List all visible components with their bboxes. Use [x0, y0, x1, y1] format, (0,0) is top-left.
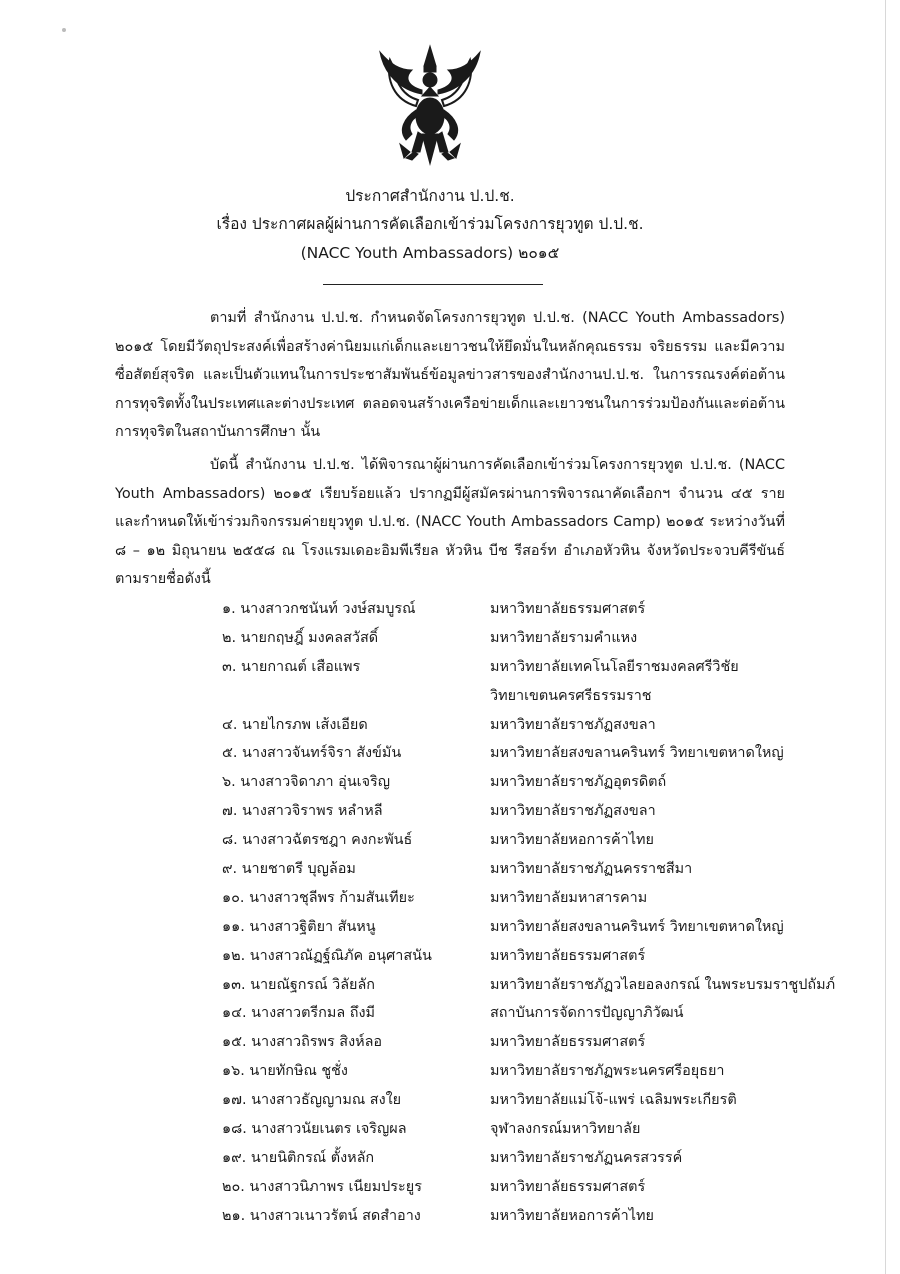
participant-name: ๑๕. นางสาวถิรพร สิงห์ลอ: [222, 1034, 383, 1051]
participant-list: [0, 595, 900, 1231]
participant-name: ๒๑. นางสาวเนาวรัตน์ สดสำอาง: [222, 1207, 421, 1224]
list-item: [0, 653, 900, 682]
participant-name: ๑๓. นายณัฐกรณ์ วิลัยลัก: [222, 976, 375, 993]
list-item: [0, 855, 900, 884]
participant-name: ๑๗. นางสาวธัญญามณ สงใย: [222, 1092, 402, 1109]
participant-name: ๓. นายกาณต์ เสือแพร: [222, 658, 361, 675]
participant-name: ๑๙. นายนิติกรณ์ ตั้งหลัก: [222, 1149, 375, 1166]
participant-name: ๑๒. นางสาวณัฏฐ์ณิภัค อนุศาสนัน: [222, 947, 432, 964]
list-item: [0, 826, 900, 855]
body-paragraph-2: บัดนี้ สำนักงาน ป.ป.ช. ได้พิจารณาผู้ผ่านการคัดเลือกเข้าร่วมโครงการยุวทูต ป.ป.ช. (NACC Youth Ambassadors) ๒๐๑๕ เรียบร้อยแล้ว ปรากฏมีผู้สมัครผ่านการพิจารณาคัดเลือกฯ จำนวน ๔๕ ราย และกำหนดให้เข้าร่วมกิจกรรมค่ายยุวทูต ป.ป.ช. (NACC Youth Ambassadors Camp) ๒๐๑๕ ระหว่างวันที่ ๘ – ๑๒ มิถุนายน ๒๕๕๘ ณ โรงแรมเดอะอิมพีเรียล หัวหิน บีช รีสอร์ท อำเภอหัวหิน จังหวัดประจวบคีรีขันธ์ ตามรายชื่อดังนี้: [115, 457, 785, 587]
list-item: [0, 1144, 900, 1173]
participant-university: มหาวิทยาลัยสงขลานครินทร์ วิทยาเขตหาดใหญ่: [490, 918, 784, 935]
garuda-emblem-icon: [360, 40, 500, 175]
list-item: [0, 1028, 900, 1057]
list-item: [0, 797, 900, 826]
participant-name: ๗. นางสาวจิราพร หลำหลี: [222, 803, 383, 820]
participant-university: มหาวิทยาลัยธรรมศาสตร์: [490, 1034, 646, 1051]
list-item: [0, 739, 900, 768]
participant-name: ๘. นางสาวฉัตรชฎา คงกะพันธ์: [222, 832, 413, 849]
participant-name: ๕. นางสาวจันทร์จิรา สังข์มัน: [222, 745, 402, 762]
participant-university: สถาบันการจัดการปัญญาภิวัฒน์: [490, 1005, 684, 1022]
participant-name: ๑๑. นางสาวฐิติยา สันหนู: [222, 918, 376, 935]
list-item: [0, 1057, 900, 1086]
participant-university: มหาวิทยาลัยราชภัฏพระนครศรีอยุธยา: [490, 1063, 725, 1080]
participant-name: ๑๐. นางสาวชุลีพร ก้ามสันเทียะ: [222, 889, 415, 906]
list-item: [0, 595, 900, 624]
participant-university: มหาวิทยาลัยเทคโนโลยีราชมงคลศรีวิชัย: [490, 658, 739, 675]
list-item: [0, 682, 900, 711]
participant-university: มหาวิทยาลัยหอการค้าไทย: [490, 1207, 654, 1224]
body-paragraph-1: ตามที่ สำนักงาน ป.ป.ช. กำหนดจัดโครงการยุวทูต ป.ป.ช. (NACC Youth Ambassadors) ๒๐๑๕ โดยมีวัตถุประสงค์เพื่อสร้างค่านิยมแก่เด็กและเยาวชนให้ยึดมั่นในหลักคุณธรรม จริยธรรม และมีความซื่อสัตย์สุจริต และเป็นตัวแทนในการประชาสัมพันธ์ข้อมูลข่าวสารของสำนักงานป.ป.ช. ในการรณรงค์ต่อต้านการทุจริตทั้งในประเทศและต่างประเทศ ตลอดจนสร้างเครือข่ายเด็กและเยาวชนในการร่วมป้องกันและต่อต้านการทุจริตในสถาบันการศึกษา นั้น: [115, 310, 785, 440]
participant-university: มหาวิทยาลัยหอการค้าไทย: [490, 832, 654, 849]
participant-name: ๑. นางสาวกชนันท์ วงษ์สมบูรณ์: [222, 601, 416, 617]
participant-university: วิทยาเขตนครศรีธรรมราช: [490, 687, 652, 704]
title-divider: [323, 284, 543, 285]
list-item: [0, 971, 900, 1000]
list-item: [0, 711, 900, 740]
list-item: [0, 1202, 900, 1231]
participant-university: มหาวิทยาลัยรามคำแหง: [490, 629, 638, 646]
participant-name: ๑๔. นางสาวตรีกมล ถึงมี: [222, 1005, 375, 1022]
participant-name: ๙. นายชาตรี บุญล้อม: [222, 861, 356, 878]
participant-name: ๒๐. นางสาวนิภาพร เนียมประยูร: [222, 1178, 422, 1195]
participant-university: มหาวิทยาลัยธรรมศาสตร์: [490, 1178, 646, 1195]
participant-university: มหาวิทยาลัยมหาสารคาม: [490, 889, 648, 906]
participant-university: มหาวิทยาลัยราชภัฏอุตรดิตถ์: [490, 774, 667, 791]
participant-name: ๑๘. นางสาวนัยเนตร เจริญผล: [222, 1121, 407, 1138]
participant-university: มหาวิทยาลัยราชภัฏนครสวรรค์: [490, 1149, 683, 1166]
participant-university: มหาวิทยาลัยแม่โจ้-แพร่ เฉลิมพระเกียรติ: [490, 1092, 737, 1109]
list-item: [0, 999, 900, 1028]
participant-university: มหาวิทยาลัยราชภัฏสงขลา: [490, 803, 656, 820]
list-item: [0, 1086, 900, 1115]
list-item: [0, 1115, 900, 1144]
list-item: [0, 884, 900, 913]
participant-university: มหาวิทยาลัยธรรมศาสตร์: [490, 601, 646, 617]
scan-speck: [62, 28, 66, 32]
participant-university: มหาวิทยาลัยธรรมศาสตร์: [490, 947, 646, 964]
list-item: [0, 913, 900, 942]
participant-name: ๒. นายกฤษฎิ์ มงคลสวัสดิ์: [222, 629, 379, 646]
list-item: [0, 942, 900, 971]
announcement-project-name: (NACC Youth Ambassadors) ๒๐๑๕: [300, 244, 560, 262]
participant-university: มหาวิทยาลัยสงขลานครินทร์ วิทยาเขตหาดใหญ่: [490, 745, 784, 762]
list-item: [0, 768, 900, 797]
list-item: [0, 1173, 900, 1202]
announcement-issuer: ประกาศสำนักงาน ป.ป.ช.: [345, 187, 515, 205]
participant-university: จุฬาลงกรณ์มหาวิทยาลัย: [490, 1121, 641, 1138]
participant-university: มหาวิทยาลัยราชภัฏสงขลา: [490, 716, 656, 733]
participant-university: มหาวิทยาลัยราชภัฏนครราชสีมา: [490, 861, 693, 878]
participant-university: มหาวิทยาลัยราชภัฏวไลยอลงกรณ์ ในพระบรมราชูปถัมภ์: [490, 976, 836, 993]
announcement-subject: เรื่อง ประกาศผลผู้ผ่านการคัดเลือกเข้าร่วมโครงการยุวทูต ป.ป.ช.: [216, 215, 644, 233]
participant-name: ๑๖. นายทักษิณ ชูชั่ง: [222, 1063, 348, 1080]
list-item: [0, 624, 900, 653]
participant-name: ๖. นางสาวจิดาภา อุ่นเจริญ: [222, 774, 390, 791]
participant-name: ๔. นายไกรภพ เส้งเอียด: [222, 716, 368, 733]
